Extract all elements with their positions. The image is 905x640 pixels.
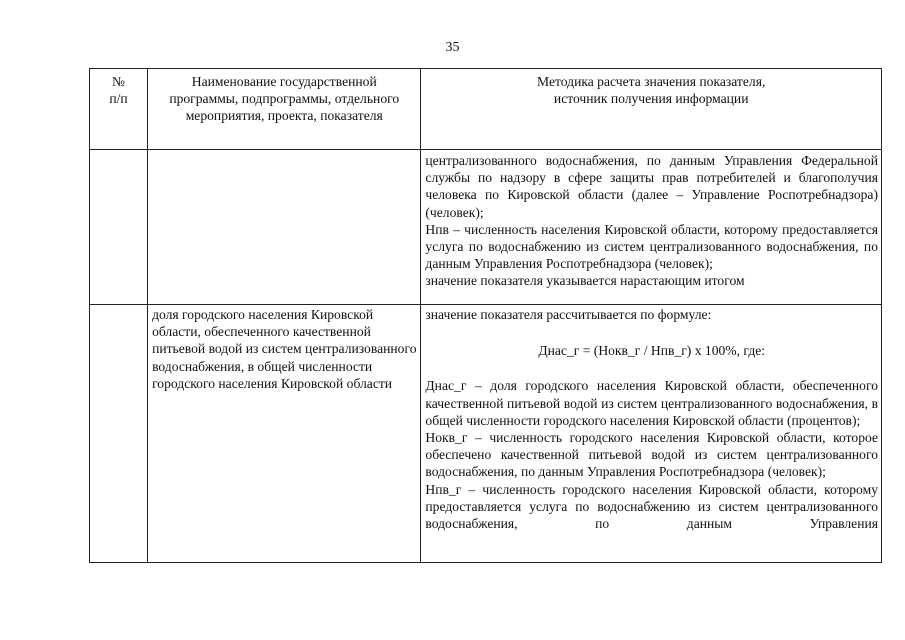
row1-method-p2: Нпв – численность населения Кировской области, которому предоставляется услуга по водоснабжению из систем централизованного водоснабжения, по данным Управления Роспотребнадзора (человек); xyxy=(425,221,878,272)
indicator-table xyxy=(89,68,882,563)
row1-name xyxy=(148,150,420,152)
row1-num xyxy=(90,150,147,152)
header-num-line: п/п xyxy=(109,91,128,107)
row1-method-p1: централизованного водоснабжения, по данным Управления Федеральной службы по надзору в сфере защиты прав потребителей и благополучия человека по Кировской области (далее – Управление Роспотребнадзора) (человек); xyxy=(425,153,878,220)
row2-method-p2: Нокв_г – численность городского населения Кировской области, которое обеспечено качественной питьевой водой из систем централизованного водоснабжения, по данным Управления Роспотребнадзора (человек); xyxy=(425,430,878,480)
header-method-line: Методика расчета значения показателя, xyxy=(537,74,766,89)
row1-num-cell xyxy=(90,150,148,305)
row2-name-cell xyxy=(148,305,421,563)
header-num xyxy=(90,69,148,150)
header-num-line: № xyxy=(112,74,126,89)
row1-method-p3: значение показателя указывается нарастающим итогом xyxy=(425,273,745,289)
table-row xyxy=(90,305,882,563)
table-header-row xyxy=(90,69,882,150)
row2-method-intro: значение показателя рассчитывается по формуле: xyxy=(425,307,712,322)
row2-name: доля городского населения Кировской области, обеспеченного качественной питьевой водой из систем централизованного водоснабжения, в общей численности городского населения Кировской области xyxy=(152,307,417,391)
row1-name-cell xyxy=(148,150,421,305)
row2-num xyxy=(90,305,147,306)
header-name xyxy=(148,69,421,150)
row2-formula: Днас_г = (Нокв_г / Нпв_г) x 100%, где: xyxy=(538,343,766,359)
page-number: 35 xyxy=(445,40,460,55)
header-name-line: мероприятия, проекта, показателя xyxy=(185,108,383,124)
row2-method-p1: Днас_г – доля городского населения Кировской области, обеспеченного качественной питьевой водой из систем централизованного водоснабжения, в общей численности городского населения Кировской области (процентов); xyxy=(425,378,878,428)
row1-method-cell xyxy=(421,150,882,305)
header-method-line: источник получения информации xyxy=(553,91,749,107)
row2-num-cell xyxy=(90,305,148,563)
header-name-line: программы, подпрограммы, отдельного xyxy=(169,91,400,107)
header-method xyxy=(421,69,882,150)
row2-method-p3: Нпв_г – численность городского населения Кировской области, которому предоставляется услуга по водоснабжению из систем централизованного водоснабжения, по данным Управления xyxy=(425,481,878,532)
header-name-line: Наименование государственной xyxy=(191,74,377,89)
row2-method-cell xyxy=(421,305,882,563)
table-row xyxy=(90,150,882,305)
